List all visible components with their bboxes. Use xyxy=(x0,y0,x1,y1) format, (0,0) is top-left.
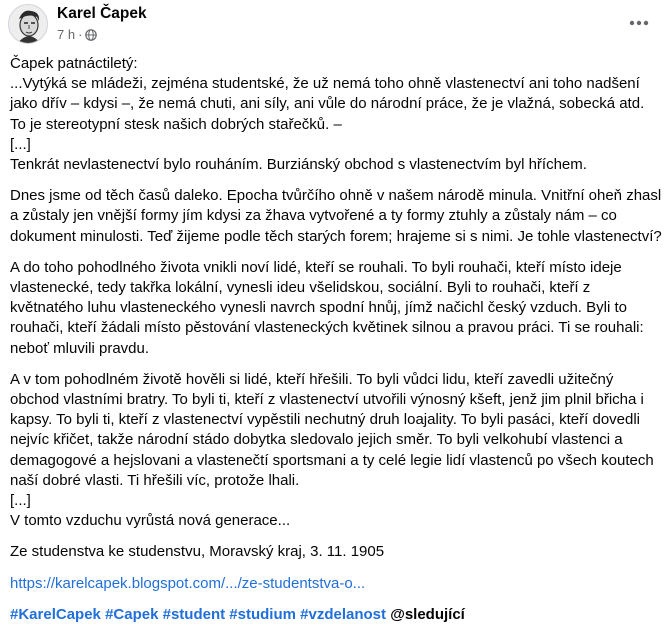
text-line: Ze studenstva ke studenstvu, Moravský kraj, 3. 11. 1905 xyxy=(10,543,385,561)
text-line: Čapek patnáctiletý: xyxy=(10,55,138,72)
text-line: A do toho pohodlného života vnikli noví lidé, kteří se rouhali. To byli rouhači, kteří místo ideje vlastenecké, tedy takřka lokální, vynesli ideu všelidskou, sociální. Byli to rouhači, kteří z květnatého luhu vlasteneckého vynesli navrch spodní hnůj, jímž načichl český vzduch. Byli to rouhači, kteří žádali místo pěstování vlasteneckých květinek silnou a pravou práci. Ti se rouhali: neboť mluvili pravdu. xyxy=(10,258,644,357)
hashtag-link[interactable]: #Capek xyxy=(105,605,159,623)
hashtag-link[interactable]: #vzdelanost xyxy=(300,605,387,623)
post-paragraph xyxy=(10,186,662,247)
post-paragraph xyxy=(10,258,662,359)
globe-icon xyxy=(85,29,97,41)
text-line: [...] xyxy=(10,492,31,510)
text-line: Tenkrát nevlastenectví bylo rouháním. Burziánský obchod s vlastenectvím byl hříchem. xyxy=(10,156,587,174)
hashtag-line xyxy=(10,605,662,625)
post-paragraph xyxy=(10,542,662,562)
post-paragraph xyxy=(10,370,662,532)
more-options-button[interactable] xyxy=(622,6,656,40)
text-line: A v tom pohodlném životě hověli si lidé, kteří hřešili. To byli vůdci lidu, kteří zavedli užitečný obchod vlastními bratry. To byli ti, kteří z vlastenectví utvořili výnosný kšeft, jenž jim plnil břicha i kapsy. To byli ti, kteří z vlastenectví vypěstili nechutný druh loajality. To byli pasáci, kteří dovedli nejvíc křičet, takže národní stádo dobytka sledovalo jejich směr. To byli velkohubí vlastenci a demagogové a hejslovani a vlastenečtí sportsmani a ty celé legie lidí vlastenců po všech koutech naší dobré vlasti. Ti hřešili víc, protože lhali. xyxy=(10,370,654,489)
post-paragraph xyxy=(10,54,662,175)
author-avatar[interactable] xyxy=(8,4,48,44)
blog-link[interactable]: https://karelcapek.blogspot.com/.../ze-studentstva-o... xyxy=(10,574,366,592)
post-body xyxy=(0,54,670,625)
mention-followers[interactable]: @sledující xyxy=(390,605,465,623)
avatar-portrait-icon xyxy=(9,5,48,44)
post-meta xyxy=(57,27,97,42)
text-line: V tomto vzduchu vyrůstá nová generace... xyxy=(10,512,291,530)
hashtag-link[interactable]: #KarelCapek xyxy=(10,605,101,623)
post-time[interactable]: 7 h xyxy=(57,27,76,42)
meta-separator: · xyxy=(78,27,83,42)
hashtag-link[interactable]: #studium xyxy=(229,605,296,623)
author-name[interactable]: Karel Čapek xyxy=(57,5,147,22)
text-line: [...] xyxy=(10,135,31,153)
more-options-icon xyxy=(629,20,649,26)
hashtag-link[interactable]: #student xyxy=(162,605,226,623)
text-line: ...Vytýká se mládeži, zejména studentské, že už nemá toho ohně vlastenectví ani toho nadšení jako dřív – kdysi –, že nemá chuti, ani síly, ani vůle do národní práce, že je vlažná, sobecká atd. To je stereotypní stesk našich dobrých stařečků. – xyxy=(10,75,645,133)
link-paragraph xyxy=(10,574,662,594)
post-header xyxy=(0,0,670,52)
text-line: Dnes jsme od těch časů daleko. Epocha tvůrčího ohně v našem národě minula. Vnitřní oheň zhasl a zůstaly jen vnější formy jím kdysi za žhava vytvořené a ty formy ztuhly a zůstaly nám – co dokument minulosti. Teď žijeme podle těch starých forem; hrajeme si s nimi. Je tohle vlastenectví? xyxy=(10,187,662,245)
